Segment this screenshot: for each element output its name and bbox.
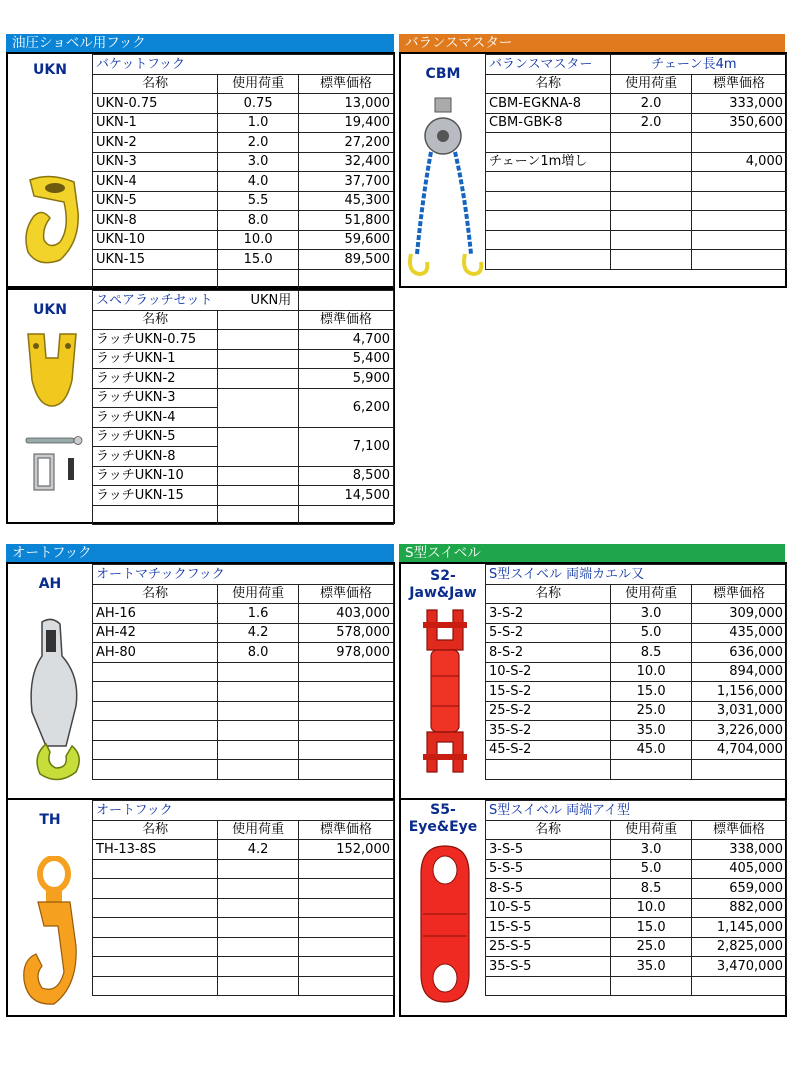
header-name: 名称 — [93, 74, 218, 94]
table-row — [93, 133, 394, 153]
table-row — [486, 113, 787, 133]
price: 1,156,000 — [692, 682, 787, 702]
ukn-table — [92, 54, 394, 289]
table-row — [93, 211, 394, 231]
ukn-title: バケットフック — [93, 55, 394, 75]
price: 13,000 — [299, 94, 394, 114]
price: 1,145,000 — [692, 918, 787, 938]
price: 3,226,000 — [692, 721, 787, 741]
list-item: ラッチUKN-8 — [93, 447, 218, 467]
header-load: 使用荷重 — [218, 820, 299, 840]
list-item: ラッチUKN-15 — [93, 486, 218, 506]
product-name: UKN-2 — [93, 133, 218, 153]
price: 350,600 — [692, 113, 787, 133]
product-name: 35-S-2 — [486, 721, 611, 741]
table-row — [93, 682, 394, 702]
product-name: 35-S-5 — [486, 957, 611, 977]
price: 4,704,000 — [692, 740, 787, 760]
table-row — [93, 957, 394, 977]
s2-title: S型スイベル 両端カエル又 — [486, 565, 787, 585]
working-load: 0.75 — [218, 94, 299, 114]
working-load: 4.2 — [218, 623, 299, 643]
header-load: 使用荷重 — [611, 74, 692, 94]
price: 5,900 — [299, 369, 394, 389]
working-load: 35.0 — [611, 957, 692, 977]
price: 636,000 — [692, 643, 787, 663]
table-row — [486, 701, 787, 721]
product-name: CBM-GBK-8 — [486, 113, 611, 133]
table-row — [486, 623, 787, 643]
price: 435,000 — [692, 623, 787, 643]
header-price: 標準価格 — [299, 820, 394, 840]
table-row — [486, 604, 787, 624]
product-name: 5-S-5 — [486, 859, 611, 879]
ah-title: オートマチックフック — [93, 565, 394, 585]
working-load — [611, 133, 692, 153]
table-row — [93, 172, 394, 192]
price: 8,500 — [299, 466, 394, 486]
cbm-note: チェーン長4m — [611, 55, 787, 75]
product-name: TH-13-8S — [93, 840, 218, 860]
working-load: 25.0 — [611, 937, 692, 957]
price: 894,000 — [692, 662, 787, 682]
working-load: 35.0 — [611, 721, 692, 741]
price: 59,600 — [299, 230, 394, 250]
product-name: 15-S-5 — [486, 918, 611, 938]
working-load: 4.0 — [218, 172, 299, 192]
working-load: 1.6 — [218, 604, 299, 624]
header-price: 標準価格 — [299, 74, 394, 94]
table-row — [486, 957, 787, 977]
product-name: 25-S-2 — [486, 701, 611, 721]
cbm-title: バランスマスター — [486, 55, 611, 75]
cbm-code: CBM — [425, 66, 461, 82]
price: 5,400 — [299, 349, 394, 369]
th-title: オートフック — [93, 801, 394, 821]
working-load: 8.0 — [218, 643, 299, 663]
latch-title: スペアラッチセット UKN用 — [93, 291, 299, 311]
table-row — [486, 250, 787, 270]
price: 978,000 — [299, 643, 394, 663]
bucket-hook-image — [20, 172, 84, 268]
table-row — [486, 721, 787, 741]
latch-parts-image — [22, 434, 86, 496]
price: 14,500 — [299, 486, 394, 506]
product-name: AH-42 — [93, 623, 218, 643]
header-name: 名称 — [486, 74, 611, 94]
balance-master-image — [405, 94, 485, 278]
table-row — [93, 859, 394, 879]
working-load: 8.5 — [611, 879, 692, 899]
latch-image — [22, 330, 82, 410]
price: 882,000 — [692, 898, 787, 918]
cbm-table — [485, 54, 787, 270]
table-row — [486, 191, 787, 211]
product-name: UKN-4 — [93, 172, 218, 192]
ukn-panel — [6, 52, 395, 288]
table-row — [93, 760, 394, 780]
product-name: UKN-1 — [93, 113, 218, 133]
table-row — [486, 211, 787, 231]
table-row — [93, 191, 394, 211]
header-price: 標準価格 — [692, 74, 787, 94]
eye-swivel-image — [419, 844, 471, 1004]
price: 338,000 — [692, 840, 787, 860]
product-name: CBM-EGKNA-8 — [486, 94, 611, 114]
header-load: 使用荷重 — [611, 820, 692, 840]
table-row — [93, 662, 394, 682]
working-load: 10.0 — [218, 230, 299, 250]
working-load — [611, 152, 692, 172]
product-name: 8-S-2 — [486, 643, 611, 663]
list-item: ラッチUKN-3 — [93, 388, 218, 408]
working-load: 8.0 — [218, 211, 299, 231]
product-name: UKN-0.75 — [93, 94, 218, 114]
working-load: 2.0 — [218, 133, 299, 153]
price: 6,200 — [299, 388, 394, 427]
table-row — [93, 918, 394, 938]
table-row — [486, 682, 787, 702]
table-row — [93, 898, 394, 918]
product-name: チェーン1m増し — [486, 152, 611, 172]
header-name: 名称 — [486, 584, 611, 604]
section-header-hydraulic: 油圧ショベル用フック — [6, 34, 394, 52]
s5-table — [485, 800, 787, 996]
price: 333,000 — [692, 94, 787, 114]
section-header-auto: オートフック — [6, 544, 394, 562]
th-table — [92, 800, 394, 996]
working-load: 45.0 — [611, 740, 692, 760]
working-load: 15.0 — [218, 250, 299, 270]
ah-code: AH — [38, 576, 62, 592]
header-price: 標準価格 — [692, 820, 787, 840]
price: 51,800 — [299, 211, 394, 231]
s5-code-line1: S5- — [430, 802, 456, 818]
working-load: 2.0 — [611, 113, 692, 133]
working-load: 15.0 — [611, 682, 692, 702]
product-name: 3-S-2 — [486, 604, 611, 624]
working-load: 5.0 — [611, 623, 692, 643]
working-load: 3.0 — [611, 840, 692, 860]
header-price: 標準価格 — [299, 310, 394, 330]
header-price: 標準価格 — [692, 584, 787, 604]
product-name: AH-16 — [93, 604, 218, 624]
price: 659,000 — [692, 879, 787, 899]
product-name: 10-S-5 — [486, 898, 611, 918]
table-row — [486, 662, 787, 682]
price: 4,000 — [692, 152, 787, 172]
header-load: 使用荷重 — [218, 584, 299, 604]
table-row — [93, 623, 394, 643]
table-row — [93, 740, 394, 760]
section-header-balance: バランスマスター — [399, 34, 785, 52]
th-code: TH — [39, 812, 61, 828]
product-name: UKN-8 — [93, 211, 218, 231]
working-load: 5.0 — [611, 859, 692, 879]
price: 309,000 — [692, 604, 787, 624]
product-name — [486, 133, 611, 153]
table-row — [486, 937, 787, 957]
price: 27,200 — [299, 133, 394, 153]
working-load: 8.5 — [611, 643, 692, 663]
s2-code — [401, 568, 485, 602]
price: 578,000 — [299, 623, 394, 643]
table-row — [486, 152, 787, 172]
table-row — [93, 250, 394, 270]
list-item: ラッチUKN-0.75 — [93, 330, 218, 350]
table-row — [486, 840, 787, 860]
section-header-swivel: S型スイベル — [399, 544, 785, 562]
price: 3,031,000 — [692, 701, 787, 721]
table-row — [93, 230, 394, 250]
product-name: 45-S-2 — [486, 740, 611, 760]
list-item: ラッチUKN-10 — [93, 466, 218, 486]
ah-panel — [6, 562, 395, 800]
table-row — [486, 898, 787, 918]
price: 4,700 — [299, 330, 394, 350]
working-load: 5.5 — [218, 191, 299, 211]
jaw-swivel-image — [415, 606, 475, 776]
table-row — [486, 879, 787, 899]
table-row — [486, 230, 787, 250]
s5-code — [401, 802, 485, 836]
latch-code: UKN — [33, 302, 67, 318]
automatic-hook-image — [18, 616, 90, 784]
s2-table — [485, 564, 787, 780]
table-row — [93, 937, 394, 957]
price: 45,300 — [299, 191, 394, 211]
ukn-code: UKN — [33, 62, 67, 78]
list-item: ラッチUKN-2 — [93, 369, 218, 389]
latch-table — [92, 290, 394, 525]
product-name: 3-S-5 — [486, 840, 611, 860]
header-name: 名称 — [93, 820, 218, 840]
product-name: 15-S-2 — [486, 682, 611, 702]
price: 405,000 — [692, 859, 787, 879]
product-name: UKN-10 — [93, 230, 218, 250]
price: 32,400 — [299, 152, 394, 172]
product-name: 8-S-5 — [486, 879, 611, 899]
header-name: 名称 — [93, 310, 218, 330]
table-row — [486, 172, 787, 192]
product-name: AH-80 — [93, 643, 218, 663]
table-row — [93, 152, 394, 172]
table-row — [486, 760, 787, 780]
product-name: UKN-3 — [93, 152, 218, 172]
working-load: 4.2 — [218, 840, 299, 860]
product-name: 25-S-5 — [486, 937, 611, 957]
table-row — [486, 918, 787, 938]
table-row — [486, 976, 787, 996]
working-load: 25.0 — [611, 701, 692, 721]
price: 37,700 — [299, 172, 394, 192]
price: 403,000 — [299, 604, 394, 624]
price: 7,100 — [299, 427, 394, 466]
table-row — [93, 113, 394, 133]
header-load: 使用荷重 — [611, 584, 692, 604]
list-item: ラッチUKN-5 — [93, 427, 218, 447]
price: 89,500 — [299, 250, 394, 270]
working-load: 10.0 — [611, 898, 692, 918]
working-load: 2.0 — [611, 94, 692, 114]
auto-hook-image — [18, 856, 90, 1010]
list-item: ラッチUKN-1 — [93, 349, 218, 369]
price: 19,400 — [299, 113, 394, 133]
working-load: 3.0 — [218, 152, 299, 172]
table-row — [93, 976, 394, 996]
s5-panel — [399, 798, 787, 1017]
product-name: 5-S-2 — [486, 623, 611, 643]
th-panel — [6, 798, 395, 1017]
cbm-panel — [399, 52, 787, 288]
table-row — [93, 604, 394, 624]
table-row — [93, 840, 394, 860]
working-load: 10.0 — [611, 662, 692, 682]
price — [692, 133, 787, 153]
table-row — [93, 643, 394, 663]
price: 152,000 — [299, 840, 394, 860]
header-price: 標準価格 — [299, 584, 394, 604]
s2-code-line2: Jaw&Jaw — [409, 585, 477, 601]
working-load: 3.0 — [611, 604, 692, 624]
table-row — [93, 269, 394, 289]
latch-panel — [6, 288, 395, 524]
table-row — [486, 740, 787, 760]
price: 2,825,000 — [692, 937, 787, 957]
table-row — [486, 94, 787, 114]
table-row — [486, 643, 787, 663]
s2-code-line1: S2- — [430, 568, 456, 584]
table-row — [486, 133, 787, 153]
s5-code-line2: Eye&Eye — [408, 819, 478, 835]
table-row — [93, 879, 394, 899]
product-name: UKN-15 — [93, 250, 218, 270]
table-row — [93, 721, 394, 741]
s2-panel — [399, 562, 787, 800]
header-name: 名称 — [486, 820, 611, 840]
list-item: ラッチUKN-4 — [93, 408, 218, 428]
header-name: 名称 — [93, 584, 218, 604]
product-name: UKN-5 — [93, 191, 218, 211]
s5-title: S型スイベル 両端アイ型 — [486, 801, 787, 821]
price: 3,470,000 — [692, 957, 787, 977]
table-row — [93, 94, 394, 114]
ah-table — [92, 564, 394, 780]
header-load: 使用荷重 — [218, 74, 299, 94]
working-load: 15.0 — [611, 918, 692, 938]
product-name: 10-S-2 — [486, 662, 611, 682]
table-row — [93, 701, 394, 721]
working-load: 1.0 — [218, 113, 299, 133]
table-row — [486, 859, 787, 879]
